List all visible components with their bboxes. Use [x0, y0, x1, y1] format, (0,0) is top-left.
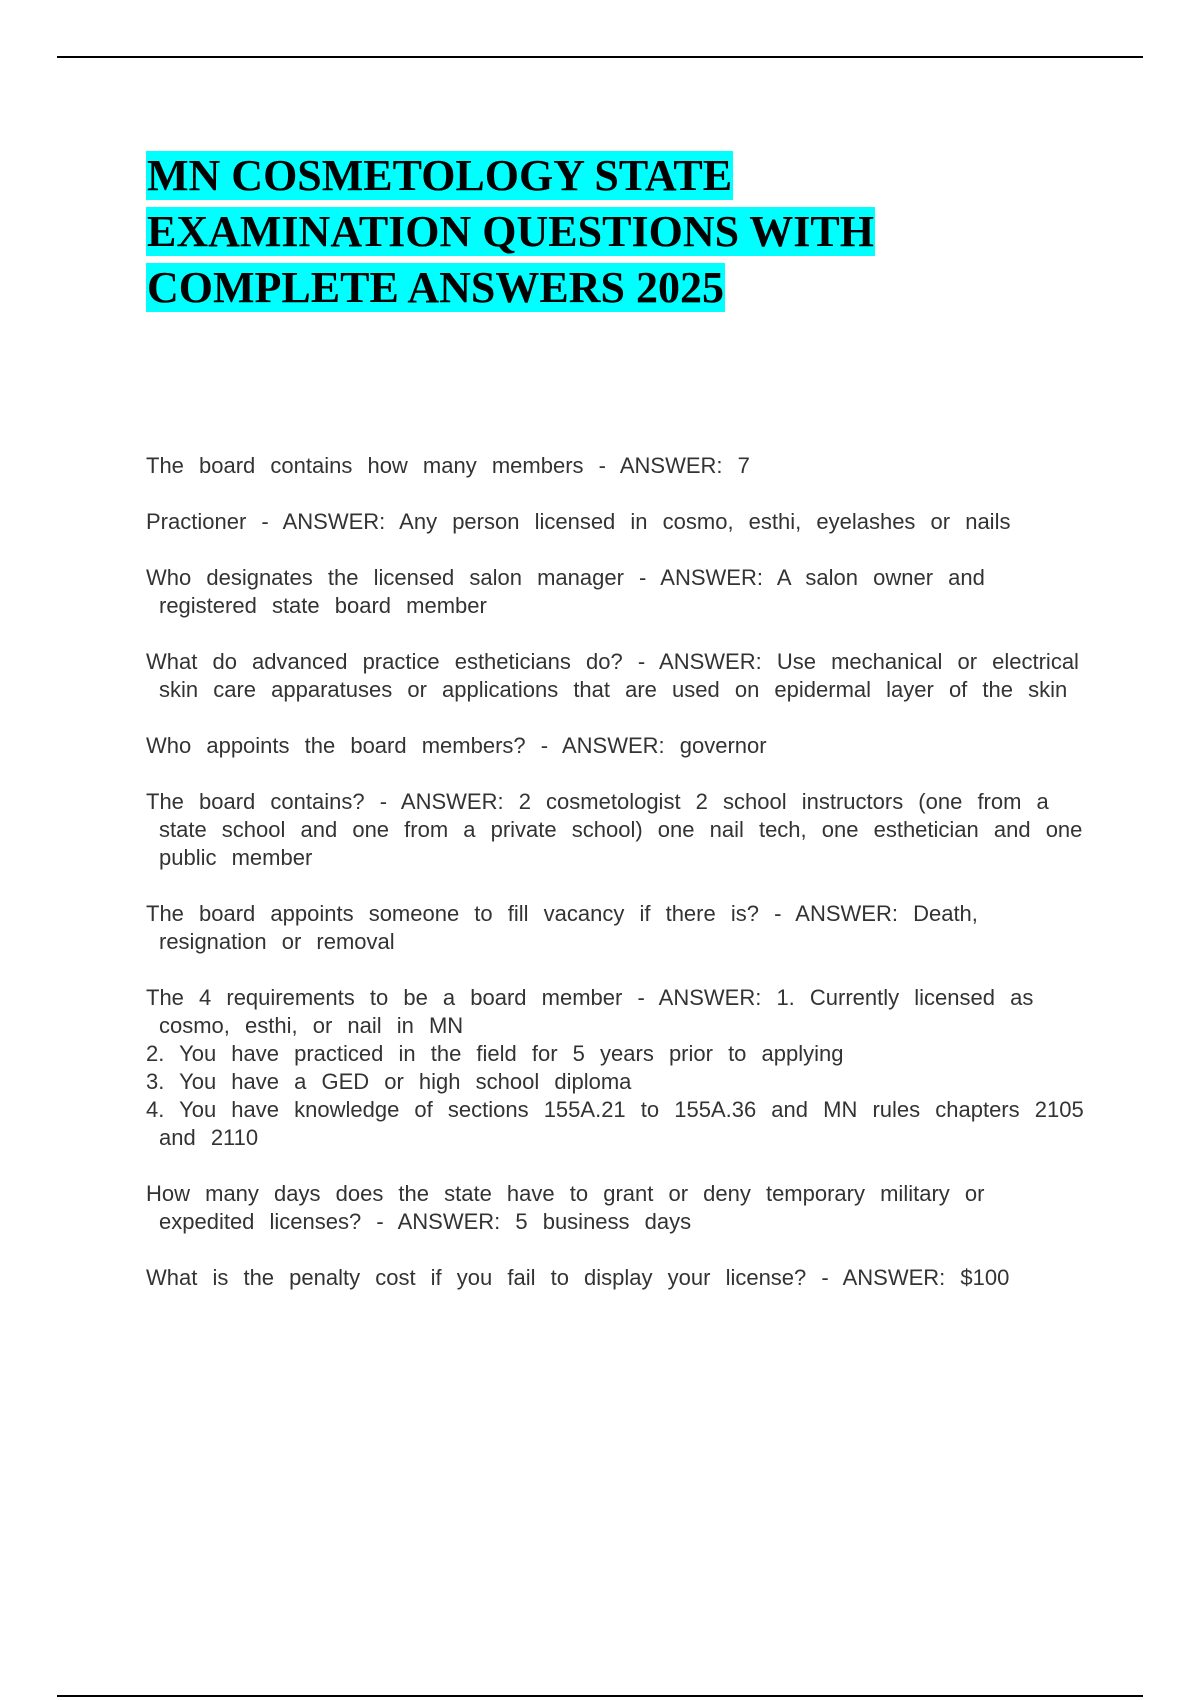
- requirement-item: 2. You have practiced in the field for 5 years prior to applying: [146, 1041, 844, 1066]
- bottom-rule: [57, 1695, 1143, 1697]
- qa-list: [146, 452, 1086, 1320]
- qa-item: What do advanced practice estheticians do? - ANSWER: Use mechanical or electrical skin care apparatuses or applications that are used on epidermal layer of the skin: [146, 649, 1079, 702]
- title-line-2: EXAMINATION QUESTIONS WITH: [147, 207, 874, 256]
- qa-item: Who appoints the board members? - ANSWER: governor: [146, 733, 767, 758]
- qa-item: The board appoints someone to fill vacancy if there is? - ANSWER: Death, resignation or removal: [146, 901, 978, 954]
- requirement-item: 4. You have knowledge of sections 155A.21 to 155A.36 and MN rules chapters 2105 and 2110: [146, 1097, 1084, 1150]
- document-title: [146, 148, 1046, 316]
- qa-item: The board contains? - ANSWER: 2 cosmetologist 2 school instructors (one from a state school and one from a private school) one nail tech, one esthetician and one public member: [146, 789, 1083, 870]
- qa-item: The board contains how many members - ANSWER: 7: [146, 453, 750, 478]
- top-rule: [57, 56, 1143, 58]
- qa-item: How many days does the state have to grant or deny temporary military or expedited licenses? - ANSWER: 5 business days: [146, 1181, 985, 1234]
- title-line-3: COMPLETE ANSWERS 2025: [147, 263, 724, 312]
- qa-item: Who designates the licensed salon manager - ANSWER: A salon owner and registered state board member: [146, 565, 985, 618]
- qa-item-requirements: [146, 984, 1086, 1152]
- requirement-item: 3. You have a GED or high school diploma: [146, 1069, 632, 1094]
- title-line-1: MN COSMETOLOGY STATE: [147, 151, 733, 200]
- qa-item: Practioner - ANSWER: Any person licensed in cosmo, esthi, eyelashes or nails: [146, 509, 1011, 534]
- qa-item: What is the penalty cost if you fail to display your license? - ANSWER: $100: [146, 1265, 1010, 1290]
- requirements-question: The 4 requirements to be a board member - ANSWER: 1. Currently licensed as cosmo, esthi, or nail in MN: [146, 985, 1034, 1038]
